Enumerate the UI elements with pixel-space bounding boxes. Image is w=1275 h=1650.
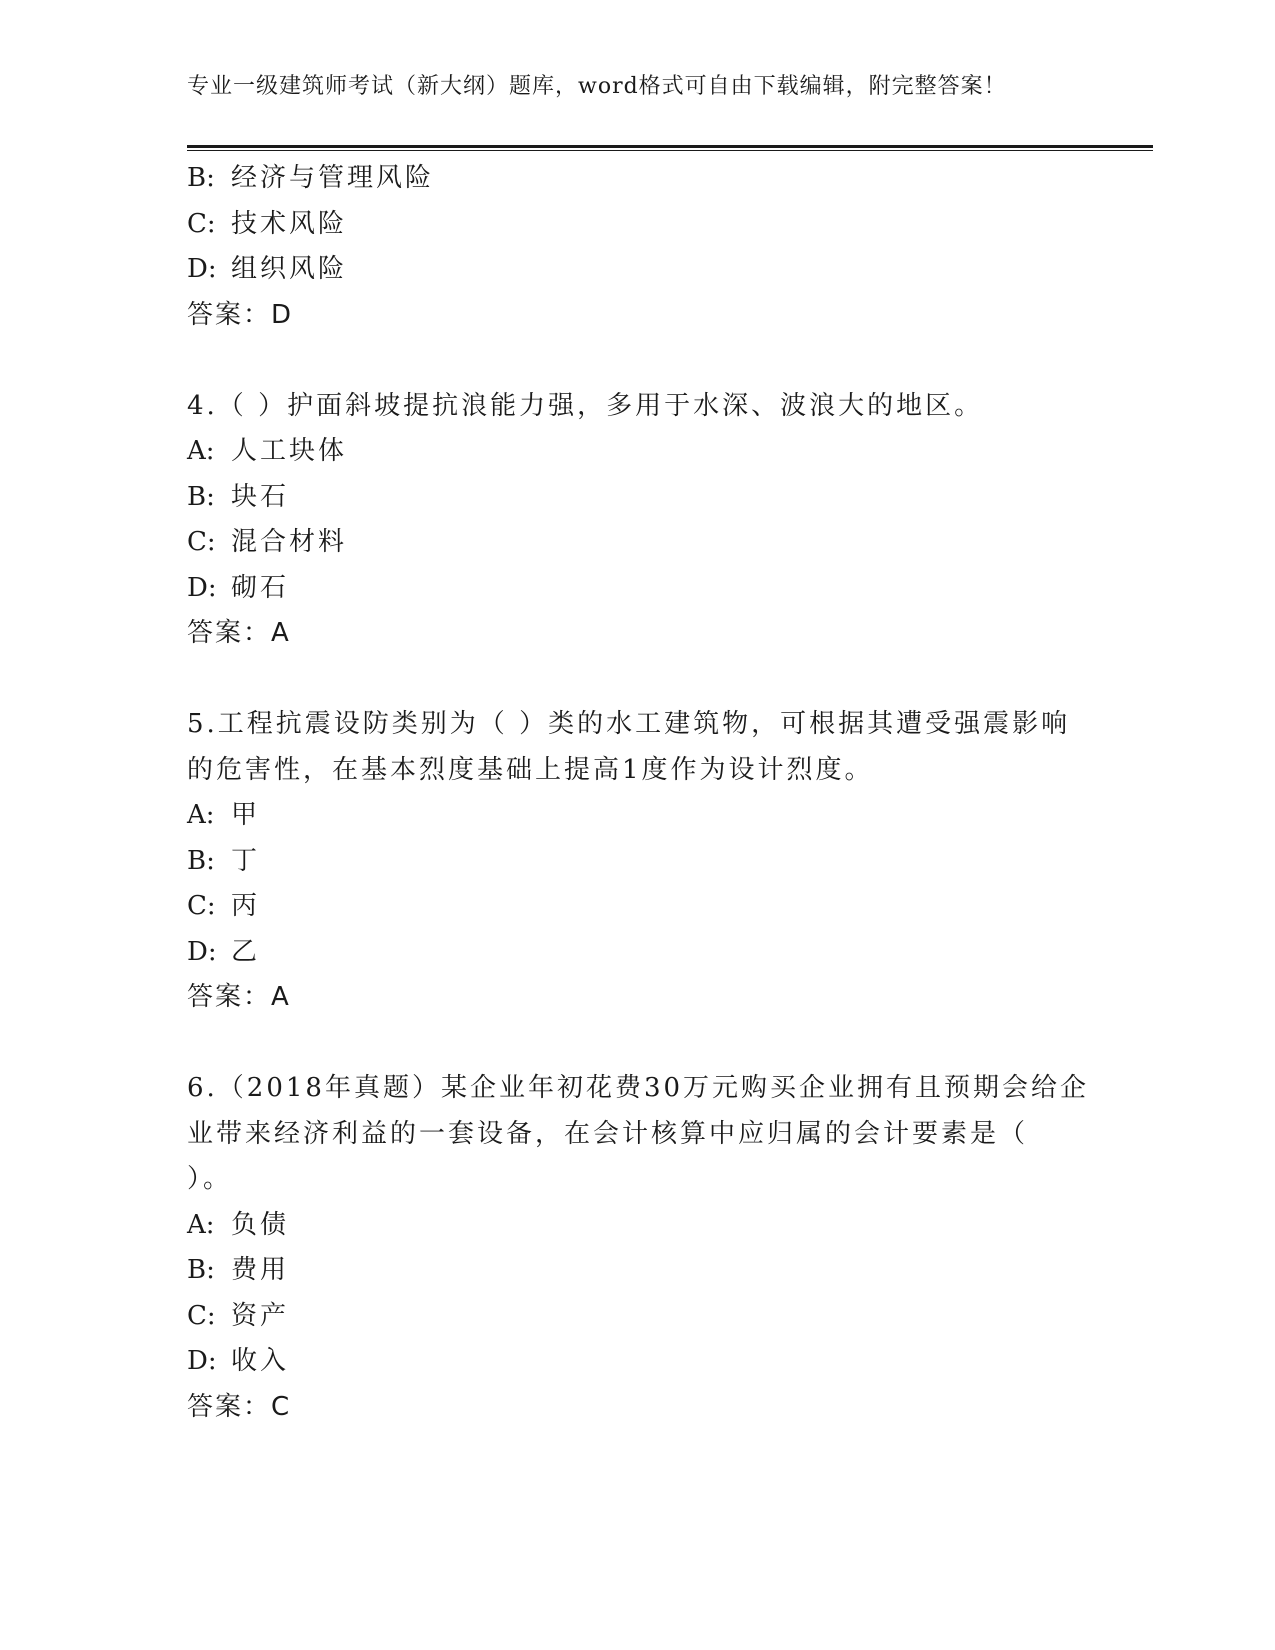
option-a: A: 甲: [187, 800, 261, 830]
spacer: [187, 657, 1087, 703]
option-d: D: 组织风险: [187, 254, 348, 284]
header-rule-thick: [187, 145, 1153, 148]
answer-line: 答案：C: [187, 1391, 292, 1422]
option-b: B: 丁: [187, 845, 261, 876]
question-stem-line-2: 业带来经济利益的一套设备，在会计核算中应归属的会计要素是（: [187, 1118, 1029, 1149]
page-header: 专业一级建筑师考试（新大纲）题库，word格式可自由下载编辑，附完整答案！: [187, 74, 1007, 99]
question-block-4: [187, 384, 1087, 657]
header-rule-thin: [187, 150, 1153, 151]
option-c: C: 资产: [187, 1300, 290, 1331]
question-list: [187, 156, 1090, 1430]
spacer: [187, 1021, 1087, 1067]
option-a: A: 人工块体: [187, 436, 348, 466]
option-a: A: 负债: [187, 1209, 290, 1240]
question-block-5: [187, 702, 1087, 1021]
option-c: C: 技术风险: [187, 208, 348, 239]
option-d: D: 乙: [187, 936, 261, 967]
question-stem: 4.（ ）护面斜坡提抗浪能力强，多用于水深、波浪大的地区。: [187, 390, 984, 421]
question-block-prev: [187, 156, 1087, 338]
question-stem-line-2: 的危害性，在基本烈度基础上提高1度作为设计烈度。: [187, 754, 874, 785]
option-b: B: 费用: [187, 1255, 290, 1285]
option-b: B: 经济与管理风险: [187, 163, 435, 193]
option-c: C: 混合材料: [187, 527, 348, 557]
answer-line: 答案：A: [187, 618, 291, 648]
option-c: C: 丙: [187, 891, 261, 921]
question-block-6: [187, 1066, 1090, 1430]
spacer: [187, 338, 1087, 384]
option-d: D: 收入: [187, 1346, 290, 1376]
question-stem-line-3: ）。: [187, 1164, 233, 1194]
question-stem-line-1: 5.工程抗震设防类别为（ ）类的水工建筑物，可根据其遭受强震影响: [187, 709, 1071, 739]
answer-line: 答案：A: [187, 982, 291, 1012]
answer-line: 答案：D: [187, 299, 294, 330]
option-d: D: 砌石: [187, 572, 290, 603]
question-stem-line-1: 6.（2018年真题）某企业年初花费30万元购买企业拥有且预期会给企: [187, 1073, 1090, 1103]
option-b: B: 块石: [187, 481, 290, 512]
